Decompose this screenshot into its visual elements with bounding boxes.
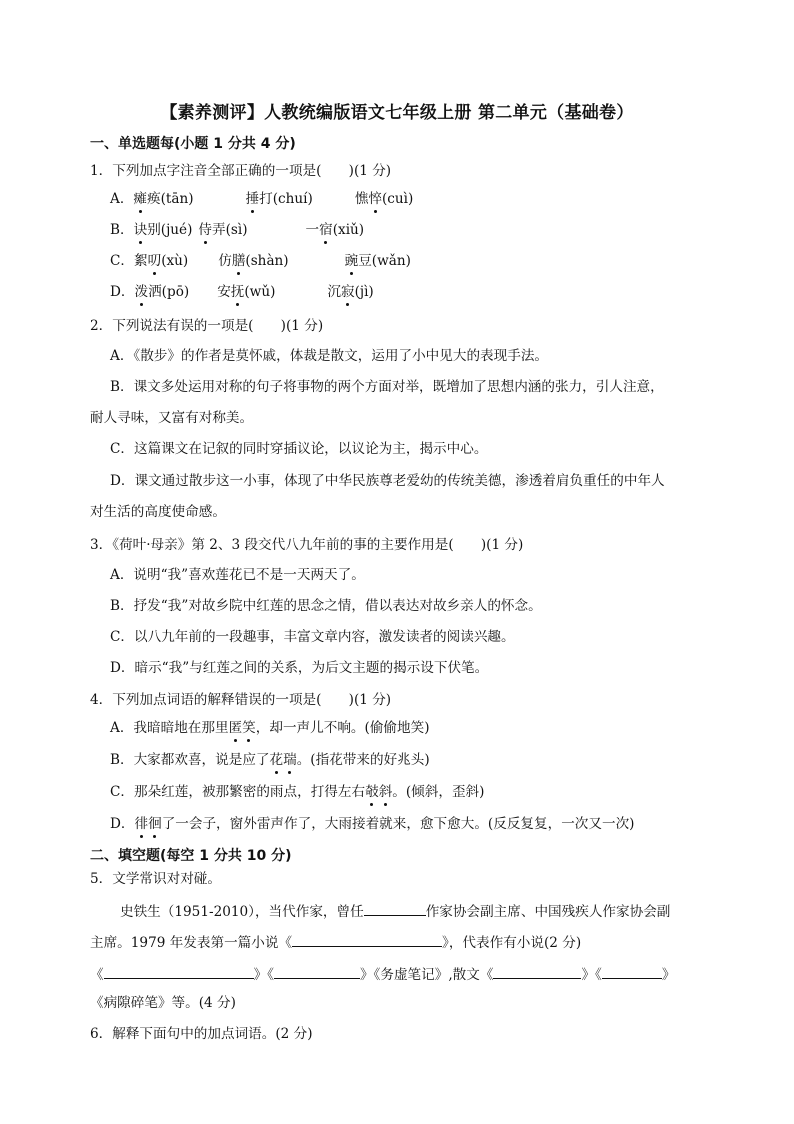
- question-6-stem: 6．解释下面句中的加点词语。(2 分): [90, 1026, 313, 1042]
- question-4-stem: 4．下列加点词语的解释错误的一项是( )(1 分): [90, 692, 392, 708]
- question-2-option-b-line-2: 耐人寻味，又富有对称美。: [90, 410, 254, 426]
- question-2-stem: 2．下列说法有误的一项是( )(1 分): [90, 318, 324, 334]
- question-4-option-b: B．大家都欢喜，说是应了花瑞。(指花带来的好兆头): [110, 752, 430, 768]
- emphasis-char: 攲: [365, 784, 379, 800]
- emphasis-char: 斜: [378, 784, 393, 800]
- question-4-option-a: A．我暗暗地在那里匿笑，却一声儿不响。(偷偷地笑): [110, 720, 430, 736]
- question-1-stem: 1．下列加点字注音全部正确的一项是( )(1 分): [90, 163, 392, 179]
- question-5-paragraph-line-3: 《 》《 》《务虚笔记》,散文《 》《 》: [90, 964, 675, 984]
- page-title: 【素养测评】人教统编版语文七年级上册 第二单元（基础卷）: [160, 103, 634, 123]
- question-5-stem: 5．文学常识对对碰。: [90, 871, 221, 887]
- section-heading-fill-blank: 二、填空题(每空 1 分共 10 分): [90, 848, 292, 864]
- question-3-option-b: B．抒发“我”对故乡院中红莲的思念之情，借以表达对故乡亲人的怀念。: [110, 598, 542, 614]
- question-4-option-d: D．徘徊了一会子，窗外雷声作了，大雨接着就来，愈下愈大。(反反复复，一次又一次): [110, 816, 635, 832]
- question-1-option-a: A．瘫痪(tān) 捶打(chuí) 憔悴(cuì): [110, 191, 414, 207]
- question-5-paragraph-line-1: 史铁生（1951-2010），当代作家，曾任 作家协会副主席、中国残疾人作家协会副: [120, 901, 670, 921]
- question-3-option-d: D．暗示“我”与红莲之间的关系，为后文主题的揭示设下伏笔。: [110, 660, 489, 676]
- question-2-option-c: C．这篇课文在记叙的同时穿插议论，以议论为主，揭示中心。: [110, 441, 488, 457]
- emphasis-char: 徘: [134, 816, 149, 832]
- blank-3[interactable]: [104, 964, 254, 979]
- emphasis-char: 笑: [242, 720, 256, 736]
- emphasis-char: 花: [269, 752, 284, 768]
- emphasis-char: 徊: [148, 816, 162, 832]
- blank-2[interactable]: [292, 932, 442, 947]
- section-heading-single-choice: 一、单选题每(小题 1 分共 4 分): [90, 136, 296, 152]
- question-2-option-b-line-1: B．课文多处运用对称的句子将事物的两个方面对举，既增加了思想内涵的张力，引人注意，: [110, 379, 664, 395]
- question-5-paragraph-line-4: 《病隙碎笔》等。(4 分): [90, 995, 236, 1011]
- blank-6[interactable]: [602, 964, 662, 979]
- question-2-option-a: A．《散步》的作者是莫怀戚，体裁是散文，运用了小中见大的表现手法。: [110, 348, 549, 364]
- blank-4[interactable]: [274, 964, 360, 979]
- question-2-option-d-line-1: D．课文通过散步这一小事，体现了中华民族尊老爱幼的传统美德，渗透着肩负重任的中年人: [110, 473, 665, 489]
- question-3-stem: 3．《荷叶·母亲》第 2、3 段交代八九年前的事的主要作用是( )(1 分): [90, 537, 524, 553]
- emphasis-char: 匿: [228, 720, 243, 736]
- emphasis-char: 瑞: [283, 752, 297, 768]
- question-1-option-b: B．诀别(jué) 侍弄(sì) 一宿(xiǔ): [110, 222, 365, 238]
- question-4-option-c: C．那朵红莲，被那繁密的雨点，打得左右攲斜。(倾斜，歪斜): [110, 784, 485, 800]
- question-1-option-d: D．泼洒(pō) 安抚(wǔ) 沉寂(jì): [110, 284, 374, 300]
- question-3-option-c: C．以八九年前的一段趣事，丰富文章内容，激发读者的阅读兴趣。: [110, 629, 515, 645]
- blank-5[interactable]: [493, 964, 581, 979]
- blank-1[interactable]: [364, 901, 426, 916]
- question-5-paragraph-line-2: 主席。1979 年发表第一篇小说《 》，代表作有小说(2 分): [90, 932, 581, 952]
- question-3-option-a: A．说明“我”喜欢莲花已不是一天两天了。: [110, 567, 365, 583]
- question-2-option-d-line-2: 对生活的高度使命感。: [90, 504, 226, 520]
- question-1-option-c: C．絮叨(xù) 仿膳(shàn) 豌豆(wǎn): [110, 253, 411, 269]
